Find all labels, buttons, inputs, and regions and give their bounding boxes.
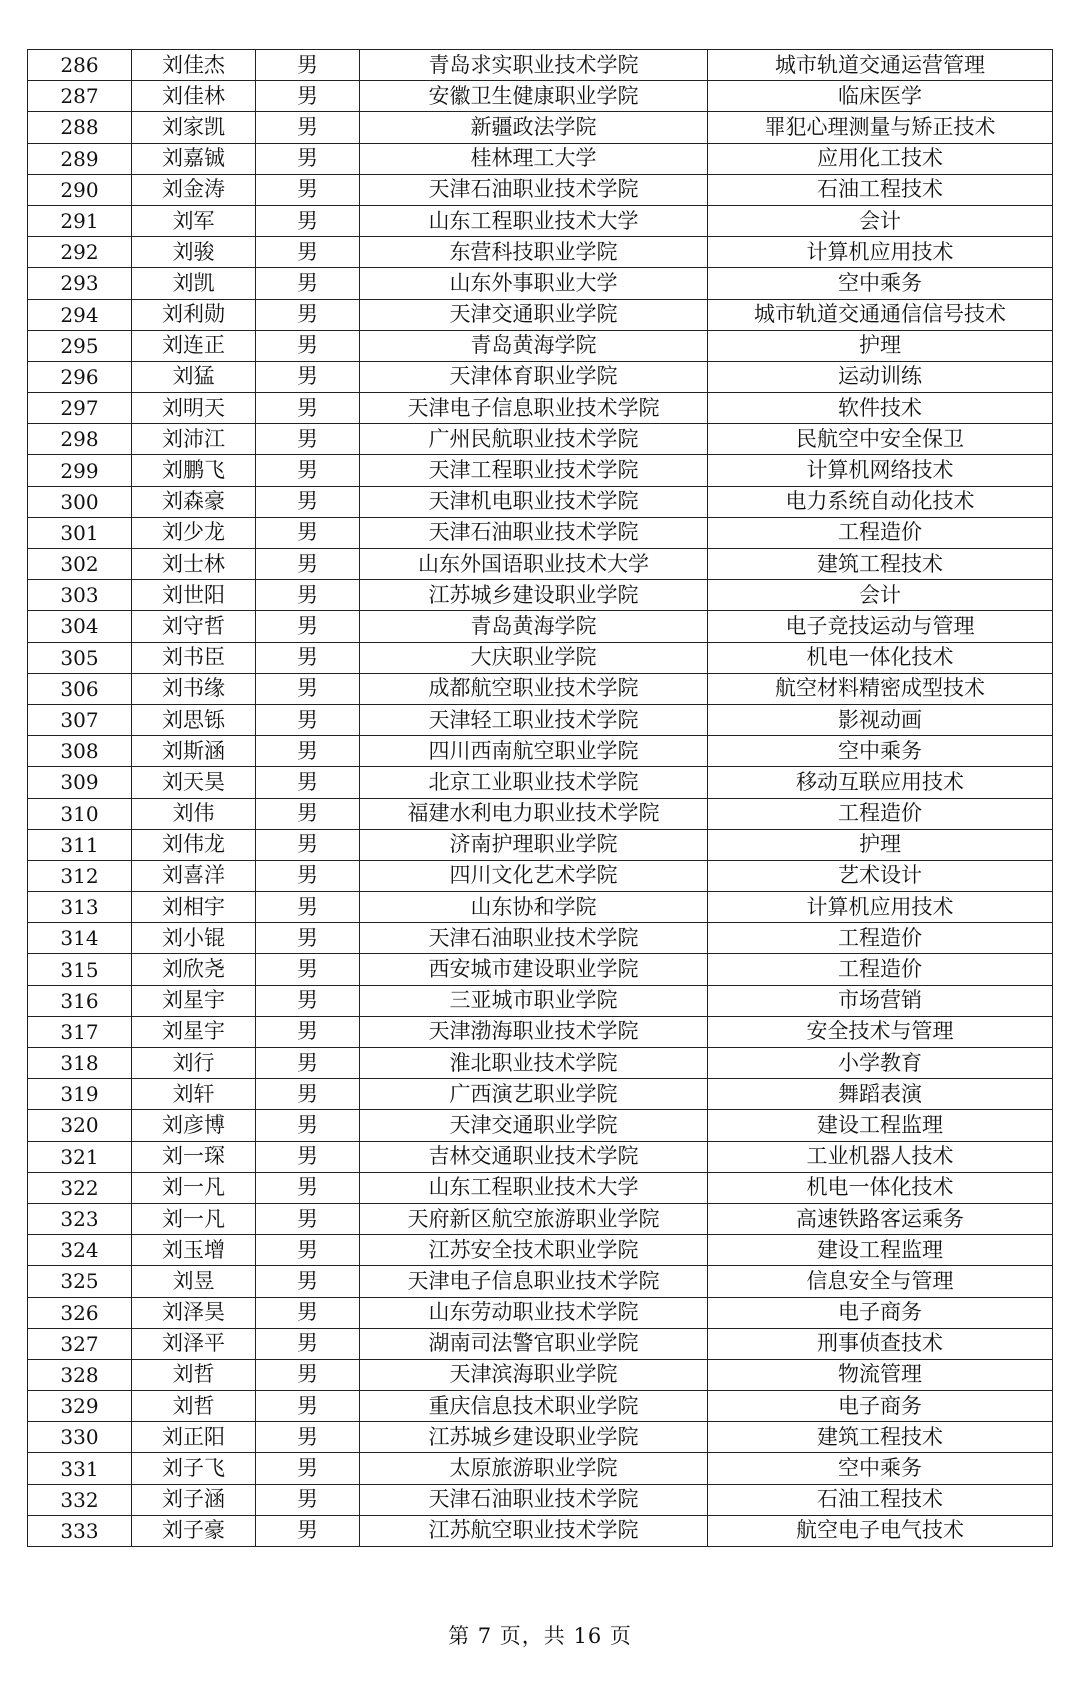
major-cell: 机电一体化技术 [708,642,1053,673]
gender-cell: 男 [256,237,360,268]
row-number-cell: 303 [28,580,132,611]
row-number-cell: 317 [28,1016,132,1047]
school-cell: 广州民航职业技术学院 [360,424,708,455]
row-number-cell: 321 [28,1141,132,1172]
row-number-cell: 307 [28,704,132,735]
major-cell: 安全技术与管理 [708,1016,1053,1047]
major-cell: 计算机网络技术 [708,455,1053,486]
school-cell: 江苏航空职业技术学院 [360,1515,708,1546]
table-row [28,455,1053,486]
student-name-cell: 刘斯涵 [132,736,256,767]
gender-cell: 男 [256,517,360,548]
student-name-cell: 刘伟 [132,798,256,829]
table-row [28,330,1053,361]
major-cell: 移动互联应用技术 [708,767,1053,798]
school-cell: 天津滨海职业学院 [360,1359,708,1390]
row-number-cell: 286 [28,50,132,81]
major-cell: 刑事侦查技术 [708,1328,1053,1359]
school-cell: 天津电子信息职业技术学院 [360,1266,708,1297]
table-row [28,237,1053,268]
row-number-cell: 289 [28,143,132,174]
major-cell: 建筑工程技术 [708,1422,1053,1453]
major-cell: 舞蹈表演 [708,1079,1053,1110]
gender-cell: 男 [256,424,360,455]
table-row [28,1203,1053,1234]
school-cell: 山东工程职业技术大学 [360,205,708,236]
school-cell: 西安城市建设职业学院 [360,954,708,985]
school-cell: 重庆信息技术职业学院 [360,1391,708,1422]
table-row [28,1422,1053,1453]
table-row [28,361,1053,392]
table-row [28,174,1053,205]
row-number-cell: 322 [28,1172,132,1203]
student-name-cell: 刘泽昊 [132,1297,256,1328]
row-number-cell: 330 [28,1422,132,1453]
row-number-cell: 302 [28,549,132,580]
row-number-cell: 294 [28,299,132,330]
gender-cell: 男 [256,1016,360,1047]
student-name-cell: 刘士林 [132,549,256,580]
table-row [28,1391,1053,1422]
table-row [28,517,1053,548]
row-number-cell: 299 [28,455,132,486]
major-cell: 临床医学 [708,81,1053,112]
student-name-cell: 刘森豪 [132,486,256,517]
table-row [28,1328,1053,1359]
major-cell: 高速铁路客运乘务 [708,1203,1053,1234]
major-cell: 空中乘务 [708,1453,1053,1484]
student-name-cell: 刘利勋 [132,299,256,330]
gender-cell: 男 [256,1422,360,1453]
student-name-cell: 刘少龙 [132,517,256,548]
student-name-cell: 刘星宇 [132,1016,256,1047]
major-cell: 工程造价 [708,923,1053,954]
school-cell: 江苏城乡建设职业学院 [360,580,708,611]
major-cell: 机电一体化技术 [708,1172,1053,1203]
school-cell: 济南护理职业学院 [360,829,708,860]
major-cell: 工业机器人技术 [708,1141,1053,1172]
school-cell: 山东协和学院 [360,892,708,923]
student-name-cell: 刘金涛 [132,174,256,205]
table-row [28,704,1053,735]
student-name-cell: 刘一琛 [132,1141,256,1172]
table-row [28,81,1053,112]
gender-cell: 男 [256,174,360,205]
table-row [28,736,1053,767]
row-number-cell: 293 [28,268,132,299]
school-cell: 北京工业职业技术学院 [360,767,708,798]
school-cell: 青岛黄海学院 [360,330,708,361]
student-name-cell: 刘行 [132,1048,256,1079]
major-cell: 空中乘务 [708,268,1053,299]
table-row [28,580,1053,611]
major-cell: 电子商务 [708,1391,1053,1422]
major-cell: 应用化工技术 [708,143,1053,174]
table-row [28,642,1053,673]
table-row [28,1235,1053,1266]
major-cell: 电子商务 [708,1297,1053,1328]
gender-cell: 男 [256,112,360,143]
table-row [28,798,1053,829]
major-cell: 石油工程技术 [708,1484,1053,1515]
row-number-cell: 290 [28,174,132,205]
major-cell: 影视动画 [708,704,1053,735]
gender-cell: 男 [256,954,360,985]
row-number-cell: 333 [28,1515,132,1546]
major-cell: 工程造价 [708,798,1053,829]
row-number-cell: 314 [28,923,132,954]
gender-cell: 男 [256,1079,360,1110]
row-number-cell: 298 [28,424,132,455]
gender-cell: 男 [256,1110,360,1141]
school-cell: 新疆政法学院 [360,112,708,143]
student-name-cell: 刘凯 [132,268,256,299]
row-number-cell: 305 [28,642,132,673]
table-row [28,1079,1053,1110]
major-cell: 航空材料精密成型技术 [708,673,1053,704]
row-number-cell: 308 [28,736,132,767]
student-name-cell: 刘泽平 [132,1328,256,1359]
gender-cell: 男 [256,1453,360,1484]
student-name-cell: 刘守哲 [132,611,256,642]
school-cell: 大庆职业学院 [360,642,708,673]
gender-cell: 男 [256,268,360,299]
student-name-cell: 刘天昊 [132,767,256,798]
major-cell: 民航空中安全保卫 [708,424,1053,455]
student-name-cell: 刘小锟 [132,923,256,954]
school-cell: 山东劳动职业技术学院 [360,1297,708,1328]
row-number-cell: 292 [28,237,132,268]
school-cell: 吉林交通职业技术学院 [360,1141,708,1172]
major-cell: 护理 [708,330,1053,361]
school-cell: 天津交通职业学院 [360,299,708,330]
school-cell: 东营科技职业学院 [360,237,708,268]
school-cell: 天津石油职业技术学院 [360,174,708,205]
major-cell: 软件技术 [708,393,1053,424]
major-cell: 物流管理 [708,1359,1053,1390]
major-cell: 计算机应用技术 [708,892,1053,923]
school-cell: 成都航空职业技术学院 [360,673,708,704]
row-number-cell: 327 [28,1328,132,1359]
row-number-cell: 329 [28,1391,132,1422]
student-name-cell: 刘星宇 [132,985,256,1016]
gender-cell: 男 [256,673,360,704]
student-name-cell: 刘佳杰 [132,50,256,81]
school-cell: 三亚城市职业学院 [360,985,708,1016]
major-cell: 工程造价 [708,954,1053,985]
table-row [28,673,1053,704]
row-number-cell: 318 [28,1048,132,1079]
school-cell: 山东外国语职业技术大学 [360,549,708,580]
row-number-cell: 287 [28,81,132,112]
school-cell: 天津电子信息职业技术学院 [360,393,708,424]
row-number-cell: 311 [28,829,132,860]
gender-cell: 男 [256,455,360,486]
table-row [28,486,1053,517]
gender-cell: 男 [256,81,360,112]
gender-cell: 男 [256,1359,360,1390]
major-cell: 会计 [708,580,1053,611]
major-cell: 市场营销 [708,985,1053,1016]
row-number-cell: 301 [28,517,132,548]
gender-cell: 男 [256,1297,360,1328]
table-row [28,1266,1053,1297]
school-cell: 安徽卫生健康职业学院 [360,81,708,112]
row-number-cell: 312 [28,860,132,891]
student-name-cell: 刘连正 [132,330,256,361]
table-row [28,299,1053,330]
row-number-cell: 315 [28,954,132,985]
row-number-cell: 325 [28,1266,132,1297]
school-cell: 天津渤海职业技术学院 [360,1016,708,1047]
row-number-cell: 300 [28,486,132,517]
major-cell: 石油工程技术 [708,174,1053,205]
row-number-cell: 295 [28,330,132,361]
gender-cell: 男 [256,1484,360,1515]
school-cell: 天津交通职业学院 [360,1110,708,1141]
row-number-cell: 332 [28,1484,132,1515]
major-cell: 建设工程监理 [708,1110,1053,1141]
student-name-cell: 刘喜洋 [132,860,256,891]
row-number-cell: 323 [28,1203,132,1234]
school-cell: 天津石油职业技术学院 [360,517,708,548]
table-row [28,1453,1053,1484]
school-cell: 四川文化艺术学院 [360,860,708,891]
school-cell: 天津石油职业技术学院 [360,1484,708,1515]
student-name-cell: 刘伟龙 [132,829,256,860]
major-cell: 建筑工程技术 [708,549,1053,580]
table-row [28,1110,1053,1141]
major-cell: 罪犯心理测量与矫正技术 [708,112,1053,143]
student-name-cell: 刘骏 [132,237,256,268]
gender-cell: 男 [256,1266,360,1297]
major-cell: 会计 [708,205,1053,236]
row-number-cell: 313 [28,892,132,923]
gender-cell: 男 [256,205,360,236]
row-number-cell: 296 [28,361,132,392]
row-number-cell: 319 [28,1079,132,1110]
table-row [28,50,1053,81]
school-cell: 江苏安全技术职业学院 [360,1235,708,1266]
gender-cell: 男 [256,1048,360,1079]
gender-cell: 男 [256,985,360,1016]
school-cell: 广西演艺职业学院 [360,1079,708,1110]
student-name-cell: 刘军 [132,205,256,236]
row-number-cell: 309 [28,767,132,798]
student-name-cell: 刘书臣 [132,642,256,673]
student-name-cell: 刘嘉铖 [132,143,256,174]
school-cell: 山东工程职业技术大学 [360,1172,708,1203]
school-cell: 天府新区航空旅游职业学院 [360,1203,708,1234]
major-cell: 航空电子电气技术 [708,1515,1053,1546]
school-cell: 湖南司法警官职业学院 [360,1328,708,1359]
table-row [28,767,1053,798]
table-row [28,1172,1053,1203]
school-cell: 山东外事职业大学 [360,268,708,299]
student-name-cell: 刘子飞 [132,1453,256,1484]
school-cell: 天津工程职业技术学院 [360,455,708,486]
roster-table [27,49,1053,1547]
gender-cell: 男 [256,798,360,829]
school-cell: 四川西南航空职业学院 [360,736,708,767]
student-name-cell: 刘一凡 [132,1203,256,1234]
major-cell: 空中乘务 [708,736,1053,767]
row-number-cell: 316 [28,985,132,1016]
gender-cell: 男 [256,923,360,954]
student-name-cell: 刘明天 [132,393,256,424]
student-name-cell: 刘家凯 [132,112,256,143]
row-number-cell: 328 [28,1359,132,1390]
student-name-cell: 刘鹏飞 [132,455,256,486]
major-cell: 护理 [708,829,1053,860]
major-cell: 工程造价 [708,517,1053,548]
student-name-cell: 刘哲 [132,1391,256,1422]
gender-cell: 男 [256,1172,360,1203]
table-row [28,268,1053,299]
gender-cell: 男 [256,486,360,517]
student-name-cell: 刘相宇 [132,892,256,923]
table-row [28,424,1053,455]
gender-cell: 男 [256,143,360,174]
major-cell: 电子竞技运动与管理 [708,611,1053,642]
school-cell: 青岛求实职业技术学院 [360,50,708,81]
major-cell: 城市轨道交通运营管理 [708,50,1053,81]
school-cell: 天津石油职业技术学院 [360,923,708,954]
school-cell: 福建水利电力职业技术学院 [360,798,708,829]
student-name-cell: 刘正阳 [132,1422,256,1453]
table-row [28,611,1053,642]
student-name-cell: 刘昱 [132,1266,256,1297]
row-number-cell: 297 [28,393,132,424]
page-footer: 第 7 页，共 16 页 [448,1624,632,1648]
major-cell: 运动训练 [708,361,1053,392]
row-number-cell: 304 [28,611,132,642]
student-name-cell: 刘书缘 [132,673,256,704]
table-row [28,923,1053,954]
table-row [28,143,1053,174]
gender-cell: 男 [256,580,360,611]
gender-cell: 男 [256,829,360,860]
gender-cell: 男 [256,611,360,642]
gender-cell: 男 [256,736,360,767]
row-number-cell: 320 [28,1110,132,1141]
table-row [28,892,1053,923]
table-row [28,1048,1053,1079]
major-cell: 计算机应用技术 [708,237,1053,268]
roster-table-body [28,50,1053,1547]
gender-cell: 男 [256,50,360,81]
student-name-cell: 刘彦博 [132,1110,256,1141]
school-cell: 天津机电职业技术学院 [360,486,708,517]
gender-cell: 男 [256,767,360,798]
table-row [28,393,1053,424]
table-row [28,829,1053,860]
school-cell: 青岛黄海学院 [360,611,708,642]
student-name-cell: 刘沛江 [132,424,256,455]
gender-cell: 男 [256,642,360,673]
school-cell: 天津体育职业学院 [360,361,708,392]
gender-cell: 男 [256,1141,360,1172]
table-row [28,1359,1053,1390]
table-row [28,549,1053,580]
student-name-cell: 刘欣尧 [132,954,256,985]
row-number-cell: 291 [28,205,132,236]
gender-cell: 男 [256,549,360,580]
table-row [28,1515,1053,1546]
major-cell: 电力系统自动化技术 [708,486,1053,517]
gender-cell: 男 [256,330,360,361]
student-name-cell: 刘子豪 [132,1515,256,1546]
table-row [28,1016,1053,1047]
row-number-cell: 326 [28,1297,132,1328]
row-number-cell: 331 [28,1453,132,1484]
student-name-cell: 刘佳林 [132,81,256,112]
gender-cell: 男 [256,704,360,735]
school-cell: 淮北职业技术学院 [360,1048,708,1079]
gender-cell: 男 [256,1391,360,1422]
student-name-cell: 刘子涵 [132,1484,256,1515]
student-name-cell: 刘猛 [132,361,256,392]
gender-cell: 男 [256,299,360,330]
gender-cell: 男 [256,892,360,923]
student-name-cell: 刘思铄 [132,704,256,735]
table-row [28,112,1053,143]
gender-cell: 男 [256,1203,360,1234]
row-number-cell: 306 [28,673,132,704]
gender-cell: 男 [256,1328,360,1359]
student-name-cell: 刘玉增 [132,1235,256,1266]
gender-cell: 男 [256,1515,360,1546]
table-row [28,860,1053,891]
row-number-cell: 288 [28,112,132,143]
student-name-cell: 刘一凡 [132,1172,256,1203]
school-cell: 桂林理工大学 [360,143,708,174]
row-number-cell: 310 [28,798,132,829]
major-cell: 城市轨道交通通信信号技术 [708,299,1053,330]
row-number-cell: 324 [28,1235,132,1266]
gender-cell: 男 [256,361,360,392]
student-name-cell: 刘轩 [132,1079,256,1110]
major-cell: 建设工程监理 [708,1235,1053,1266]
major-cell: 艺术设计 [708,860,1053,891]
gender-cell: 男 [256,393,360,424]
student-name-cell: 刘世阳 [132,580,256,611]
school-cell: 天津轻工职业技术学院 [360,704,708,735]
major-cell: 信息安全与管理 [708,1266,1053,1297]
table-row [28,1297,1053,1328]
student-name-cell: 刘哲 [132,1359,256,1390]
gender-cell: 男 [256,1235,360,1266]
school-cell: 江苏城乡建设职业学院 [360,1422,708,1453]
table-row [28,985,1053,1016]
table-row [28,205,1053,236]
table-row [28,954,1053,985]
table-row [28,1484,1053,1515]
school-cell: 太原旅游职业学院 [360,1453,708,1484]
table-row [28,1141,1053,1172]
major-cell: 小学教育 [708,1048,1053,1079]
gender-cell: 男 [256,860,360,891]
